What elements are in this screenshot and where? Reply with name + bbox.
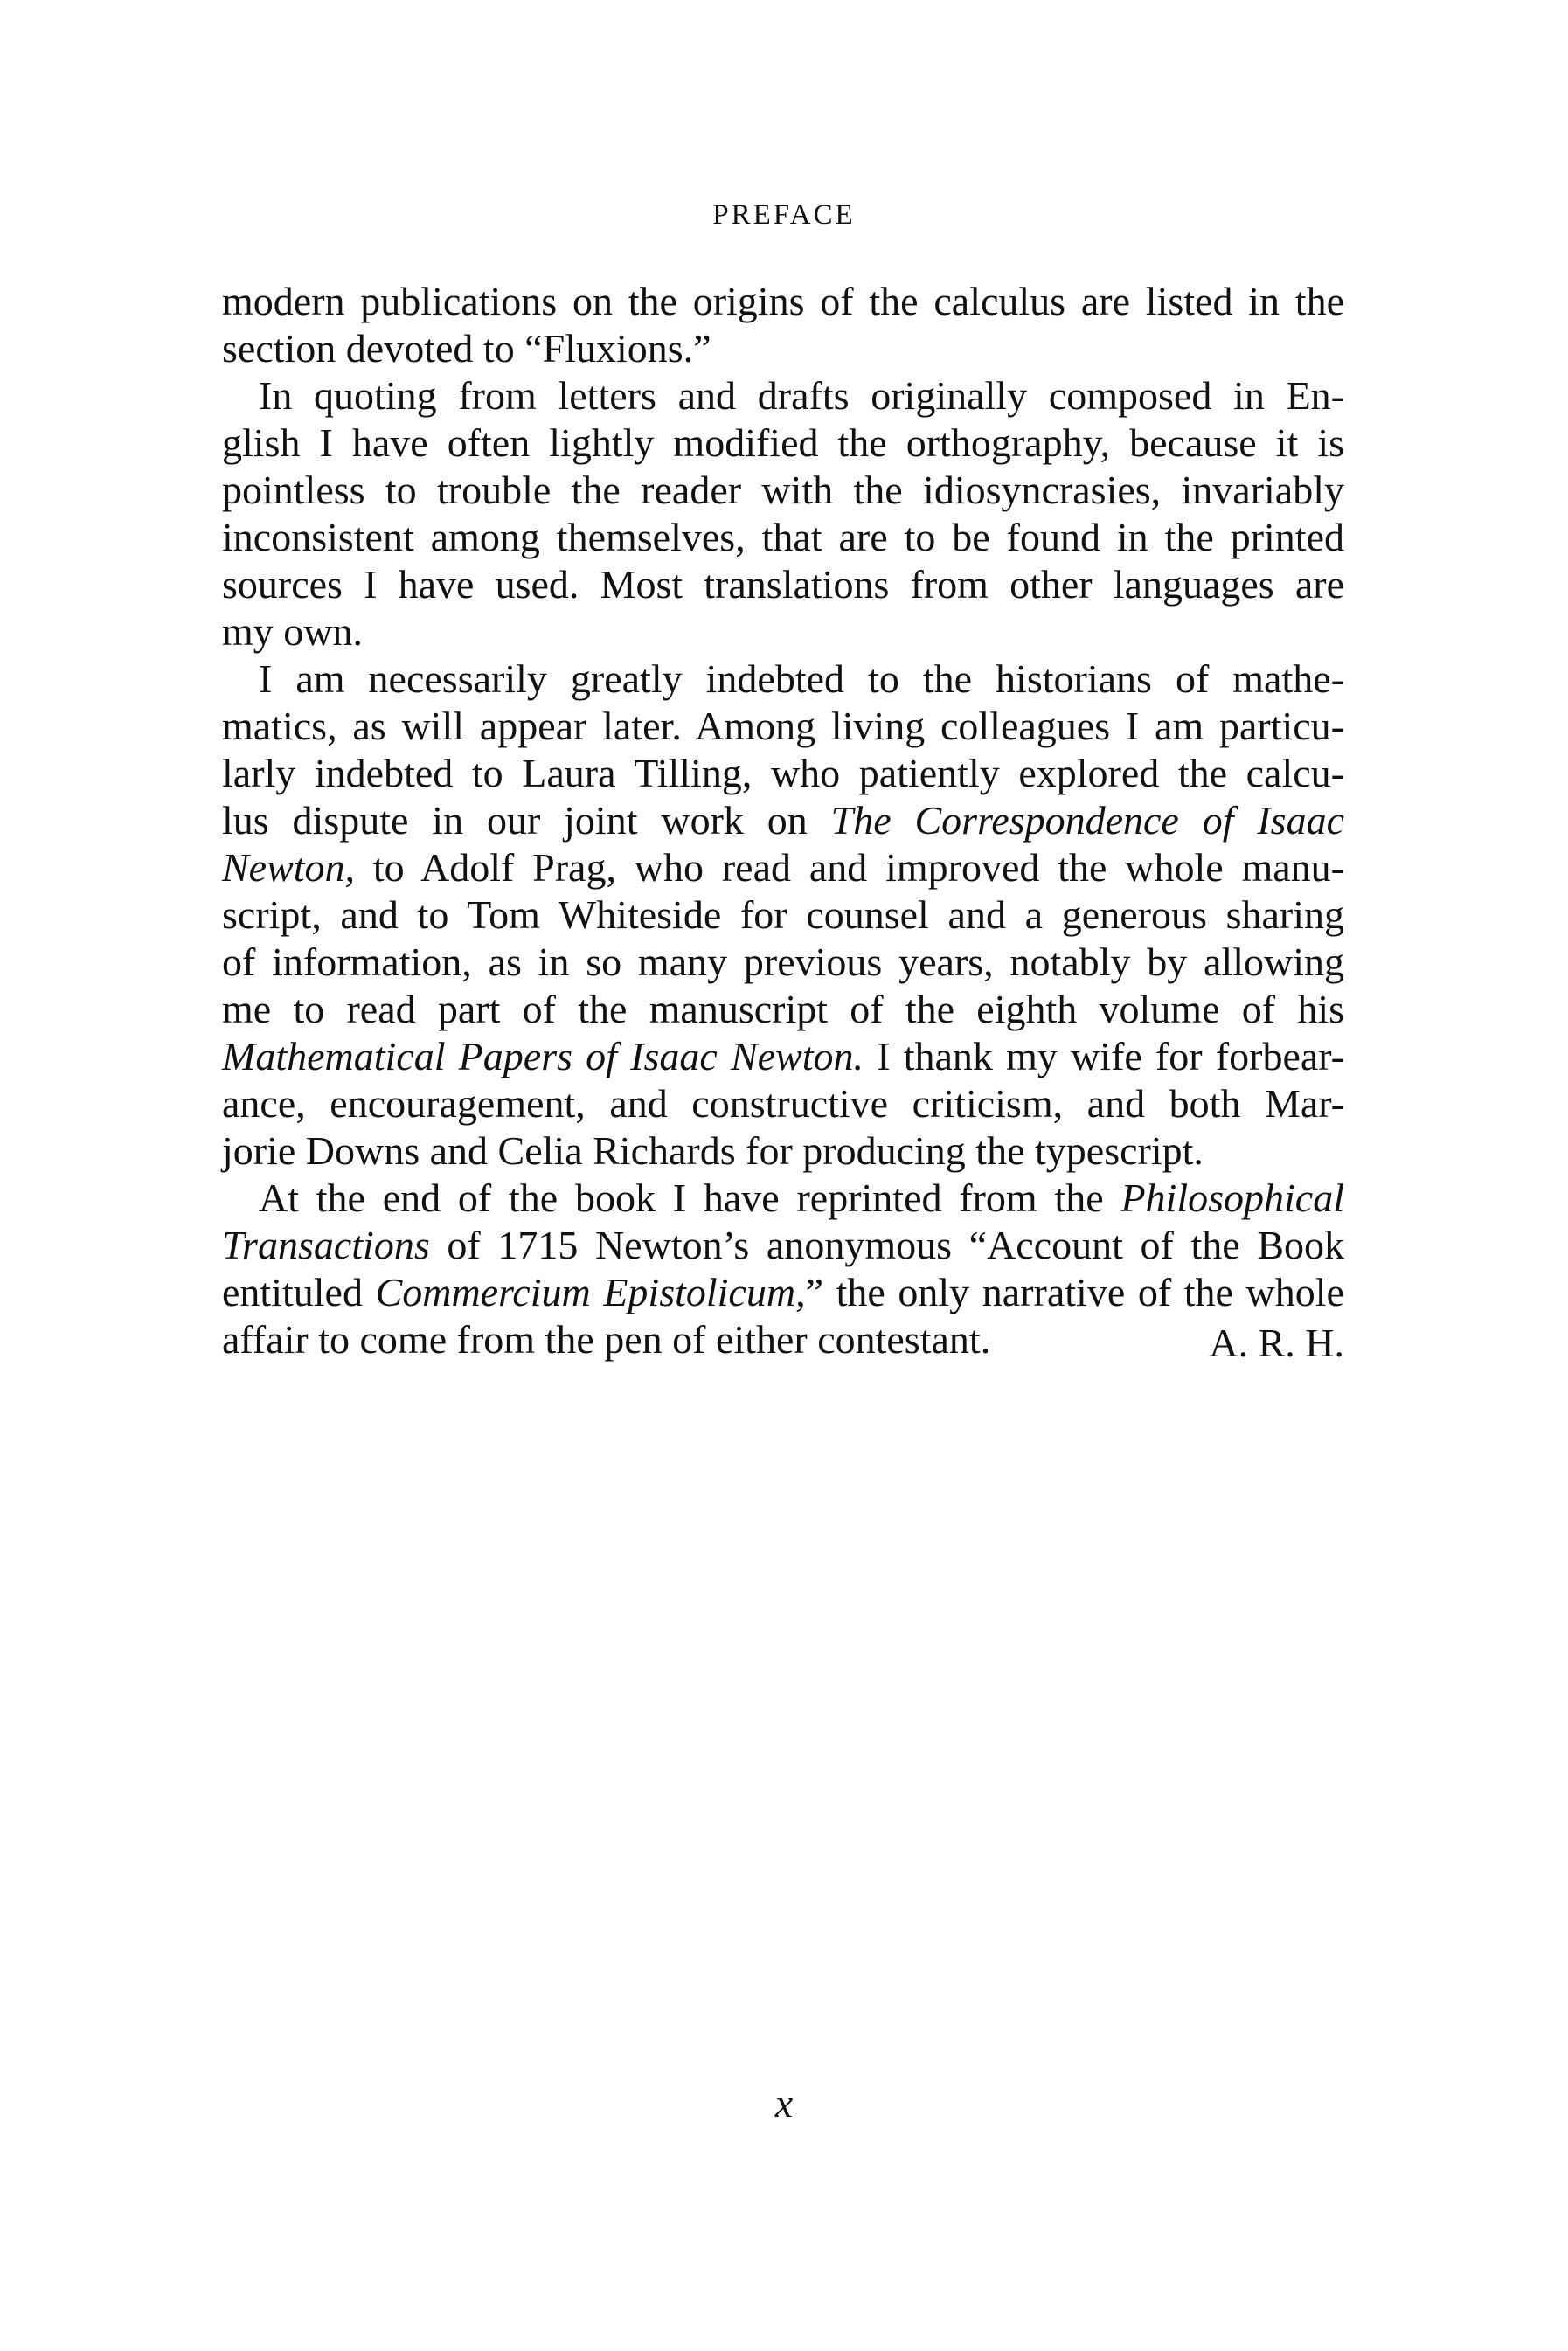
- text-run: inconsistent among themselves, that are to be found in the printed: [222, 515, 1344, 559]
- italic-text: Newton,: [222, 845, 356, 890]
- text-run: glish I have often lightly modified the orthography, because it is: [222, 420, 1344, 465]
- text-line: [222, 1127, 1344, 1175]
- text-run: script, and to Tom Whiteside for counsel and a generous sharing: [222, 892, 1344, 937]
- text-run: pointless to trouble the reader with the idiosyncrasies, invariably: [222, 468, 1344, 512]
- text-run: I am necessarily greatly indebted to the historians of mathe-: [259, 656, 1344, 701]
- text-line: [222, 325, 1344, 372]
- paragraph: [222, 655, 1344, 1175]
- text-line: [222, 750, 1344, 797]
- italic-text: Philosophical: [1120, 1176, 1344, 1220]
- text-run: ” the only narrative of the whole: [805, 1270, 1344, 1314]
- text-run: At the end of the book I have reprinted from the: [259, 1176, 1121, 1220]
- running-head: PREFACE: [712, 199, 856, 231]
- text-line: [222, 891, 1344, 939]
- text-run: lus dispute in our joint work on: [222, 798, 831, 843]
- text-run: of 1715 Newton’s anonymous “Account of the Book: [429, 1223, 1344, 1267]
- text-line: [222, 372, 1344, 420]
- text-line: [222, 608, 1344, 655]
- text-run: entituled: [222, 1270, 376, 1314]
- text-line: [222, 655, 1344, 703]
- text-run: modern publications on the origins of the calculus are listed in the: [222, 279, 1344, 323]
- text-run: sources I have used. Most translations from other languages are: [222, 562, 1344, 607]
- text-line: [222, 844, 1344, 891]
- text-run: jorie Downs and Celia Richards for producing the typescript.: [222, 1128, 1204, 1173]
- text-line: [222, 986, 1344, 1033]
- italic-text: Commercium Epistolicum,: [375, 1270, 806, 1314]
- text-run: my own.: [222, 609, 363, 654]
- text-line: [222, 1080, 1344, 1127]
- text-line: [222, 1175, 1344, 1222]
- preface-body: [222, 278, 1344, 1363]
- text-line: [222, 1269, 1344, 1316]
- text-run: larly indebted to Laura Tilling, who patiently explored the calcu-: [222, 751, 1344, 795]
- text-run: I thank my wife for forbear-: [864, 1034, 1344, 1078]
- paragraph: [222, 278, 1344, 372]
- page-number: x: [774, 2081, 794, 2126]
- text-run: affair to come from the pen of either contestant.: [222, 1317, 991, 1362]
- text-run: me to read part of the manuscript of the eighth volume of his: [222, 987, 1344, 1031]
- text-line: [222, 467, 1344, 514]
- text-line: [222, 797, 1344, 844]
- text-line: [222, 1222, 1344, 1269]
- text-run: In quoting from letters and drafts originally composed in En-: [259, 373, 1344, 418]
- italic-text: Mathematical Papers of Isaac Newton.: [222, 1034, 864, 1078]
- paragraph: [222, 372, 1344, 655]
- text-line: [222, 514, 1344, 561]
- text-line: [222, 278, 1344, 325]
- italic-text: The Correspondence of Isaac: [830, 798, 1344, 843]
- text-line: [222, 1033, 1344, 1080]
- text-line: [222, 420, 1344, 467]
- text-line: [222, 939, 1344, 986]
- author-initials: A. R. H.: [1209, 1321, 1344, 1365]
- text-run: ance, encouragement, and constructive criticism, and both Mar-: [222, 1081, 1344, 1126]
- text-run: of information, as in so many previous years, notably by allowing: [222, 940, 1344, 984]
- text-line: [222, 561, 1344, 608]
- italic-text: Transactions: [222, 1223, 430, 1267]
- text-line: [222, 703, 1344, 750]
- text-run: to Adolf Prag, who read and improved the whole manu-: [355, 845, 1344, 890]
- text-run: matics, as will appear later. Among living colleagues I am particu-: [222, 704, 1344, 748]
- text-run: section devoted to “Fluxions.”: [222, 326, 711, 371]
